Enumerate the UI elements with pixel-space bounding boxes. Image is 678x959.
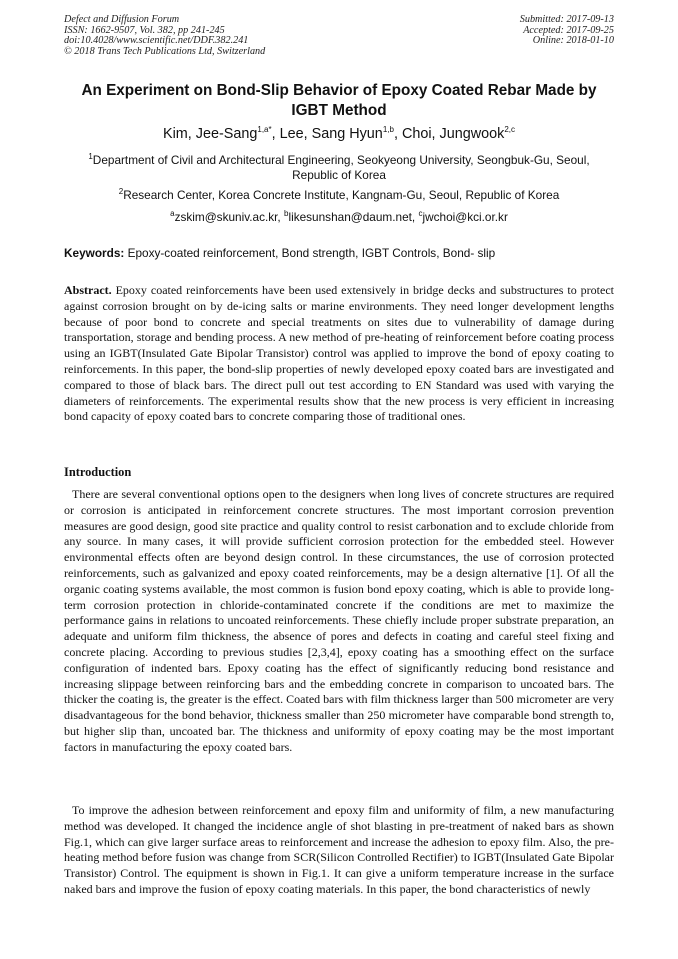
copyright: © 2018 Trans Tech Publications Ltd, Switzerland	[64, 46, 266, 58]
author-name: , Choi, Jungwook	[393, 126, 505, 142]
affiliation-text: Research Center, Korea Concrete Institute, Kangnam-Gu, Seoul, Republic of Korea	[123, 188, 560, 202]
affiliation-1	[64, 153, 614, 183]
intro-paragraph-1: There are several conventional options open to the designers when long lives of concrete structures are required or corrosion is anticipated in reinforcement concrete structures. The most important corrosion prevention measures are good design, good site practice and quality control to resist carbonation and to exclude chloride from any source. In many cases, it will provide sufficient corrosion protection for the embedded steel. However environmental effects often are beyond design control. In these circumstances, the use of corrosion protected reinforcements, such as galvanized and epoxy coated reinforcements, may be a design alternative [1]. Of all the organic coating systems available, the most common is fusion bond epoxy coating, which is able to provide long-term corrosion protection in chloride-contaminated concrete if the conditions are met to maximize the performance gains in relations to uncoated reinforcements. These chiefly include proper substrate preparation, an adequate and uniform film thickness, the absence of pores and defects in coating and careful steel fixing and concrete placing. According to previous studies [2,3,4], epoxy coating has a smoothing effect on the surface configuration of indented bars. Epoxy coating has the effect of significantly reducing bond resistance and increasing slippage between reinforcing bars and the embedding concrete in comparison to uncoated bars. The thicker the coating is, the greater is the effect. Coated bars with film thickness larger than 500 micrometer are very disadvantageous for the bond behavior, thickness smaller than 250 micrometer have comparable bond strength to, but higher slip than, uncoated bar. The thickness and uniformity of epoxy coating may be the most important factors in manufacturing the epoxy coated bars.	[64, 487, 614, 754]
online-date: Online: 2018-01-10	[532, 35, 614, 47]
email-link[interactable]: likesunshan@daum.net,	[288, 210, 419, 224]
author-name: , Lee, Sang Hyun	[271, 126, 383, 142]
email-superscript: b	[284, 209, 289, 219]
author-emails	[64, 210, 614, 225]
abstract-text: Epoxy coated reinforcements have been used extensively in bridge decks and substructures to protect against corrosion brought on by de-icing salts or marine environments. They need longer development lengths because of poor bond to concrete and special treatments on sites due to vulnerability of damage during transportation, storage and bending process. A new method of pre-heating of reinforcement before coating process using an IGBT(Insulated Gate Bipolar Transistor) control was applied to improve the bond of epoxy coating to reinforcements. In this paper, the bond-slip properties of newly developed epoxy coated bars are investigated and compared to those of black bars. The direct pull out test according to EN Standard was used with varying the diameters of reinforcements. The experimental results show that the new process is very efficient in increasing bond capacity of epoxy coated bars to concrete comparing those of traditional ones.	[64, 283, 614, 424]
author-list	[64, 124, 614, 144]
email-link[interactable]: jwchoi@kci.or.kr	[422, 210, 508, 224]
author-name: Kim, Jee-Sang	[162, 126, 258, 142]
publication-info	[64, 15, 265, 58]
author-superscript: 1,b	[382, 125, 394, 135]
author-superscript: 2,c	[504, 125, 516, 135]
email-superscript: c	[418, 209, 423, 219]
keywords-text: Epoxy-coated reinforcement, Bond strength, IGBT Controls, Bond- slip	[124, 246, 496, 260]
affiliation-superscript: 1	[88, 152, 93, 162]
keywords	[64, 246, 614, 261]
email-link[interactable]: zskim@skuniv.ac.kr,	[174, 210, 284, 224]
author-superscript: 1,a*	[257, 125, 272, 135]
accepted-date: Accepted: 2017-09-25	[523, 24, 614, 36]
affiliation-superscript: 2	[118, 187, 124, 197]
abstract	[64, 283, 614, 425]
section-heading: Introduction	[64, 465, 132, 479]
issn-volume: ISSN: 1662-9507, Vol. 382, pp 241-245	[64, 24, 225, 36]
paper-title: An Experiment on Bond-Slip Behavior of Epoxy Coated Rebar Made by IGBT Method	[81, 82, 597, 119]
publication-dates	[520, 15, 614, 47]
keywords-label: Keywords:	[64, 246, 125, 260]
affiliation-2	[64, 188, 614, 203]
journal-name: Defect and Diffusion Forum	[64, 14, 180, 25]
submitted-date: Submitted: 2017-09-13	[519, 14, 614, 25]
doi: doi:10.4028/www.scientific.net/DDF.382.241	[64, 35, 249, 47]
affiliation-text: Department of Civil and Architectural Engineering, Seokyeong University, Seongbuk-Gu, Seoul, Republic of Korea	[92, 153, 590, 182]
abstract-label: Abstract.	[64, 283, 112, 297]
email-superscript: a	[170, 209, 175, 219]
intro-paragraph-2: To improve the adhesion between reinforcement and epoxy film and uniformity of film, a new manufacturing method was developed. It changed the incidence angle of shot blasting in pre-treatment of naked bars as shown Fig.1, which can give larger surface areas to reinforcement and increase the adhesion to epoxy film. Also, the pre-heating method before fusion was change from SCR(Silicon Controlled Rectifier) to IGBT(Insulated Gate Bipolar Transistor) Control. The equipment is shown in Fig.1. It can give a uniform temperature increase in the surface naked bars and improve the fusion of epoxy coating materials. In this paper, the bond characteristics of newly	[64, 803, 614, 896]
